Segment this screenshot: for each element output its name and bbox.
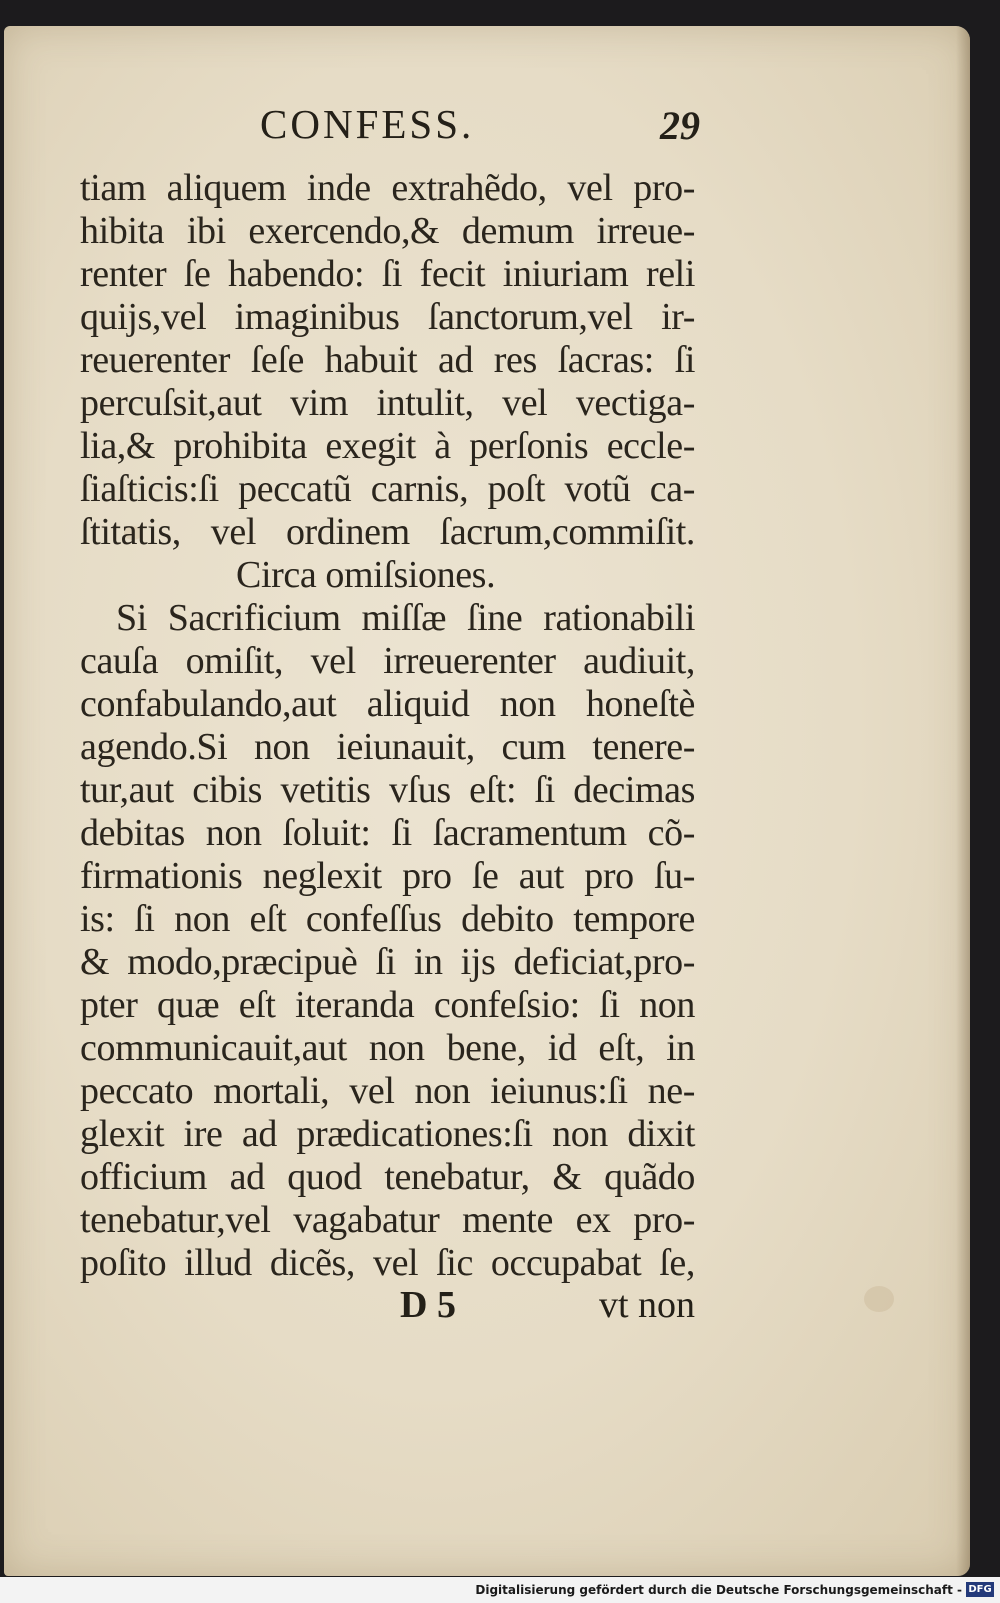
credit-bar [0, 1577, 1000, 1603]
text-line: is: ſi non eſt confeſſus debito tempore [80, 898, 695, 940]
text-line: renter ſe habendo: ſi fecit iniuriam reli [80, 253, 695, 295]
text-line: officium ad quod tenebatur, & quãdo [80, 1156, 695, 1198]
text-line: peccato mortali, vel non ieiunus:ſi ne- [80, 1070, 695, 1112]
running-head [80, 100, 700, 160]
text-line: ſtitatis, vel ordinem ſacrum,commiſit. [80, 511, 695, 553]
text-line: quijs,vel imaginibus ſanctorum,vel ir- [80, 296, 695, 338]
text-line: pter quæ eſt iteranda confeſsio: ſi non [80, 984, 695, 1026]
text-line: & modo,præcipuè ſi in ijs deficiat,pro- [80, 941, 695, 983]
text-line: hibita ibi exercendo,& demum irreue- [80, 210, 695, 252]
text-line: cauſa omiſit, vel irreuerenter audiuit, [80, 640, 695, 682]
text-line: poſito illud dicẽs, vel ſic occupabat ſe, [80, 1242, 695, 1284]
page-number: 29 [660, 103, 700, 148]
text-line: Si Sacrificium miſſæ ſine rationabili [116, 597, 695, 639]
paper-stain [864, 1286, 894, 1312]
text-line: tur,aut cibis vetitis vſus eſt: ſi decimas [80, 769, 695, 811]
text-line: percuſsit,aut vim intulit, vel vectiga- [80, 382, 695, 424]
text-line: confabulando,aut aliquid non honeſtè [80, 683, 695, 725]
page-footer [80, 1283, 700, 1333]
text-line: glexit ire ad prædicationes:ſi non dixit [80, 1113, 695, 1155]
dfg-logo-icon: DFG [966, 1582, 994, 1597]
text-line: firmationis neglexit pro ſe aut pro ſu- [80, 855, 695, 897]
text-line: reuerenter ſeſe habuit ad res ſacras: ſi [80, 339, 695, 381]
text-line: tiam aliquem inde extrahẽdo, vel pro- [80, 167, 695, 209]
running-head-title: CONFESS. [260, 101, 475, 147]
section-heading: Circa omiſsiones. [236, 554, 496, 596]
catchword: vt non [598, 1284, 695, 1326]
text-line: ſiaſticis:ſi peccatũ carnis, poſt votũ ca- [80, 468, 695, 510]
credit-text: Digitalisierung gefördert durch die Deutsche Forschungsgemeinschaft - [475, 1583, 962, 1597]
text-line: tenebatur,vel vagabatur mente ex pro- [80, 1199, 695, 1241]
page-edge-shadow [956, 26, 970, 1576]
signature-mark: D 5 [400, 1284, 456, 1326]
text-line: lia,& prohibita exegit à perſonis eccle- [80, 425, 695, 467]
text-line: debitas non ſoluit: ſi ſacramentum cõ- [80, 812, 695, 854]
text-line: agendo.Si non ieiunauit, cum tenere- [80, 726, 695, 768]
text-line: communicauit,aut non bene, id eſt, in [80, 1027, 695, 1069]
